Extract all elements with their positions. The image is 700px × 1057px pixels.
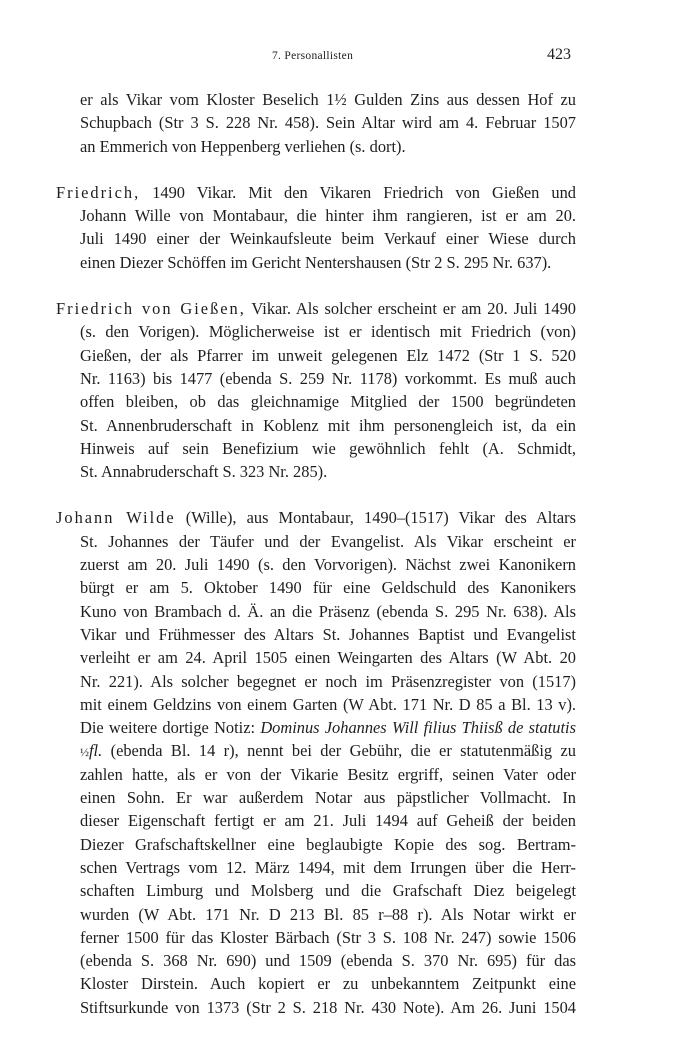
entry-friedrich-von-giessen bbox=[56, 297, 576, 483]
entry-first-line bbox=[56, 506, 576, 529]
text-line: dieser Eigenschaft fertigt er am 21. Juli 1494 auf Geheiß der beiden bbox=[80, 811, 576, 831]
text-line: einen Diezer Schöffen im Gericht Nentershausen (Str 2 S. 295 Nr. 637). bbox=[80, 252, 552, 272]
entry-first-line bbox=[56, 297, 576, 320]
text-line: verleiht er am 24. April 1505 einen Weingarten des Altars (W Abt. 20 bbox=[80, 648, 576, 668]
text-segment: Vikar. Als solcher erscheint er am 20. Juli 1490 bbox=[245, 299, 576, 319]
text-line: Juli 1490 einer der Weinkaufsleute beim Verkauf einer Wiese durch bbox=[80, 229, 576, 249]
text-line: (ebenda S. 368 Nr. 690) und 1509 (ebenda S. 370 Nr. 695) für das bbox=[80, 951, 576, 971]
text-segment: (ebenda Bl. 14 r), nennt bei der Gebühr, die er statutenmäßig zu bbox=[110, 741, 576, 761]
entry-friedrich bbox=[56, 181, 576, 274]
text-line: ferner 1500 für das Kloster Bärbach (Str 3 S. 108 Nr. 247) sowie 1506 bbox=[80, 927, 576, 947]
latin-quote: Dominus Johannes Will filius Thiisß de statutis bbox=[260, 718, 576, 738]
running-header: 7. Personallisten bbox=[272, 50, 354, 62]
entry-continuation bbox=[56, 88, 576, 158]
page-number: 423 bbox=[547, 46, 571, 63]
text-line: Nr. 221). Als solcher begegnet er noch im Präsenzregister von (1517) bbox=[80, 671, 576, 691]
entry-name: Friedrich von Gießen, bbox=[56, 299, 246, 319]
latin-unit: fl. bbox=[89, 741, 103, 761]
text-segment: 1490 Vikar. Mit den Vikaren Friedrich von Gießen und bbox=[140, 182, 576, 202]
text-line: zuerst am 20. Juli 1490 (s. den Vorvorigen). Nächst zwei Kanonikern bbox=[80, 555, 576, 575]
text-line: Kuno von Brambach d. Ä. an die Präsenz (ebenda S. 295 Nr. 638). Als bbox=[80, 601, 576, 621]
text-line: Stiftsurkunde von 1373 (Str 2 S. 218 Nr. 430 Note). Am 26. Juni 1504 bbox=[80, 997, 576, 1017]
text-line: wurden (W Abt. 171 Nr. D 213 Bl. 85 r–88 r). Als Notar wirkt er bbox=[80, 904, 576, 924]
entry-johann-wilde bbox=[56, 506, 576, 1019]
fraction-half: ½ bbox=[80, 745, 89, 760]
text-line bbox=[56, 716, 576, 739]
entry-first-line bbox=[56, 181, 576, 204]
text-line: schen Vertrags vom 12. März 1494, mit dem Irrungen über die Herr- bbox=[80, 857, 576, 877]
entry-name: Johann Wilde bbox=[56, 508, 176, 528]
text-line: mit einem Geldzins von einem Garten (W Abt. 171 Nr. D 85 a Bl. 13 v). bbox=[80, 694, 576, 714]
text-line: St. Annabruderschaft S. 323 Nr. 285). bbox=[80, 462, 328, 482]
text-line: zahlen hatte, als er von der Vikarie Besitz ergriff, seinen Vater oder bbox=[80, 764, 576, 784]
text-segment: (Wille), aus Montabaur, 1490–(1517) Vikar des Altars bbox=[175, 508, 576, 528]
text-line: Hinweis auf sein Benefizium wie gewöhnlich fehlt (A. Schmidt, bbox=[80, 438, 576, 458]
text-segment: Die weitere dortige Notiz: bbox=[80, 718, 261, 738]
page-body bbox=[56, 88, 576, 1042]
text-line: schaften Limburg und Molsberg und die Grafschaft Diez beigelegt bbox=[80, 881, 576, 901]
text-line: offen bleiben, ob das gleichnamige Mitglied der 1500 begründeten bbox=[80, 392, 576, 412]
entry-name: Friedrich, bbox=[56, 182, 141, 202]
text-line: (s. den Vorigen). Möglicherweise ist er identisch mit Friedrich (von) bbox=[80, 322, 576, 342]
text-line bbox=[56, 739, 576, 762]
text-line: St. Annenbruderschaft in Koblenz mit ihm personengleich ist, da ein bbox=[80, 415, 576, 435]
text-line: Diezer Grafschaftskellner eine beglaubigte Kopie des sog. Bertram- bbox=[80, 834, 576, 854]
text-line: bürgt er am 5. Oktober 1490 für eine Geldschuld des Kanonikers bbox=[80, 578, 576, 598]
text-line: Gießen, der als Pfarrer im unweit gelegenen Elz 1472 (Str 1 S. 520 bbox=[80, 345, 576, 365]
text-line: St. Johannes der Täufer und der Evangelist. Als Vikar erscheint er bbox=[80, 531, 576, 551]
text-line: an Emmerich von Heppenberg verliehen (s. dort). bbox=[80, 136, 406, 156]
text-line: er als Vikar vom Kloster Beselich 1½ Gulden Zins aus dessen Hof zu bbox=[80, 90, 576, 109]
text-line: einen Sohn. Er war außerdem Notar aus päpstlicher Vollmacht. In bbox=[80, 788, 576, 808]
text-line: Nr. 1163) bis 1477 (ebenda S. 259 Nr. 1178) vorkommt. Es muß auch bbox=[80, 368, 576, 388]
text-line: Vikar und Frühmesser des Altars St. Johannes Baptist und Evangelist bbox=[80, 624, 576, 644]
text-line: Kloster Dirstein. Auch kopiert er zu unbekanntem Zeitpunkt eine bbox=[80, 974, 576, 994]
text-line: Schupbach (Str 3 S. 228 Nr. 458). Sein Altar wird am 4. Februar 1507 bbox=[80, 113, 576, 133]
text-line: Johann Wille von Montabaur, die hinter ihm rangieren, ist er am 20. bbox=[80, 206, 576, 226]
